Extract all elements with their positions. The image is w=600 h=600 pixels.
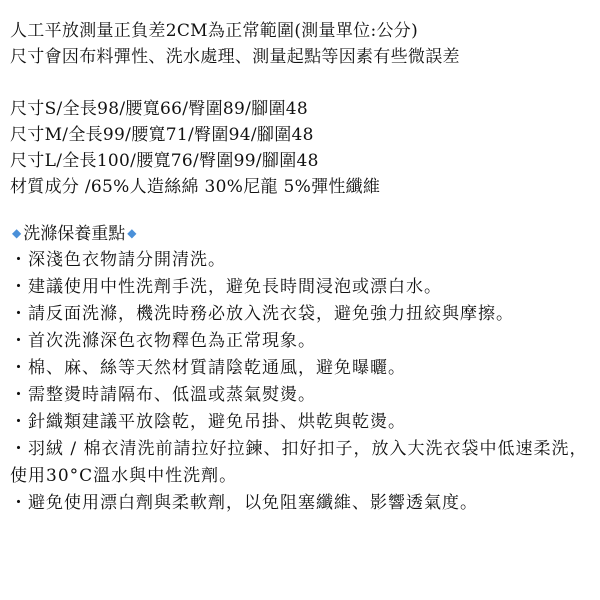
product-info-document (10, 18, 595, 517)
care-item: ・需整燙時請隔布、低溫或蒸氣熨燙。 (10, 385, 316, 405)
care-title-text: 洗滌保養重點 (23, 224, 126, 244)
care-item: ・請反面洗滌，機洗時務必放入洗衣袋，避免強力扭絞與摩擦。 (10, 304, 514, 324)
care-item: ・深淺色衣物請分開清洗。 (10, 250, 226, 270)
diamond-icon: ◆ (12, 226, 22, 240)
size-s-spec: 尺寸S/全長98/腰寬66/臀圍89/腳圍48 (10, 99, 308, 119)
measurement-note: 人工平放測量正負差2CM為正常範圍(測量單位:公分) (10, 21, 419, 41)
size-m-spec: 尺寸M/全長99/腰寬71/臀圍94/腳圍48 (10, 125, 314, 145)
spacer (10, 200, 595, 220)
size-l-spec: 尺寸L/全長100/腰寬76/臀圍99/腳圍48 (10, 151, 319, 171)
measurement-variance-note: 尺寸會因布料彈性、洗水處理、測量起點等因素有些微誤差 (10, 47, 460, 67)
care-item: ・針織類建議平放陰乾，避免吊掛、烘乾與乾燙。 (10, 412, 406, 432)
care-item: ・避免使用漂白劑與柔軟劑，以免阻塞纖維、影響透氣度。 (10, 493, 478, 513)
care-section-title (10, 220, 595, 247)
care-item: ・羽絨 / 棉衣清洗前請拉好拉鍊、扣好扣子，放入大洗衣袋中低速柔洗，使用30°C溫水與中性洗劑。 (10, 439, 588, 486)
diamond-icon: ◆ (127, 226, 137, 240)
spacer (10, 70, 595, 96)
material-composition: 材質成分 /65%人造絲綿 30%尼龍 5%彈性纖維 (10, 177, 381, 197)
care-item: ・棉、麻、絲等天然材質請陰乾通風，避免曝曬。 (10, 358, 406, 378)
care-item: ・建議使用中性洗劑手洗，避免長時間浸泡或漂白水。 (10, 277, 442, 297)
care-item: ・首次洗滌深色衣物釋色為正常現象。 (10, 331, 316, 351)
